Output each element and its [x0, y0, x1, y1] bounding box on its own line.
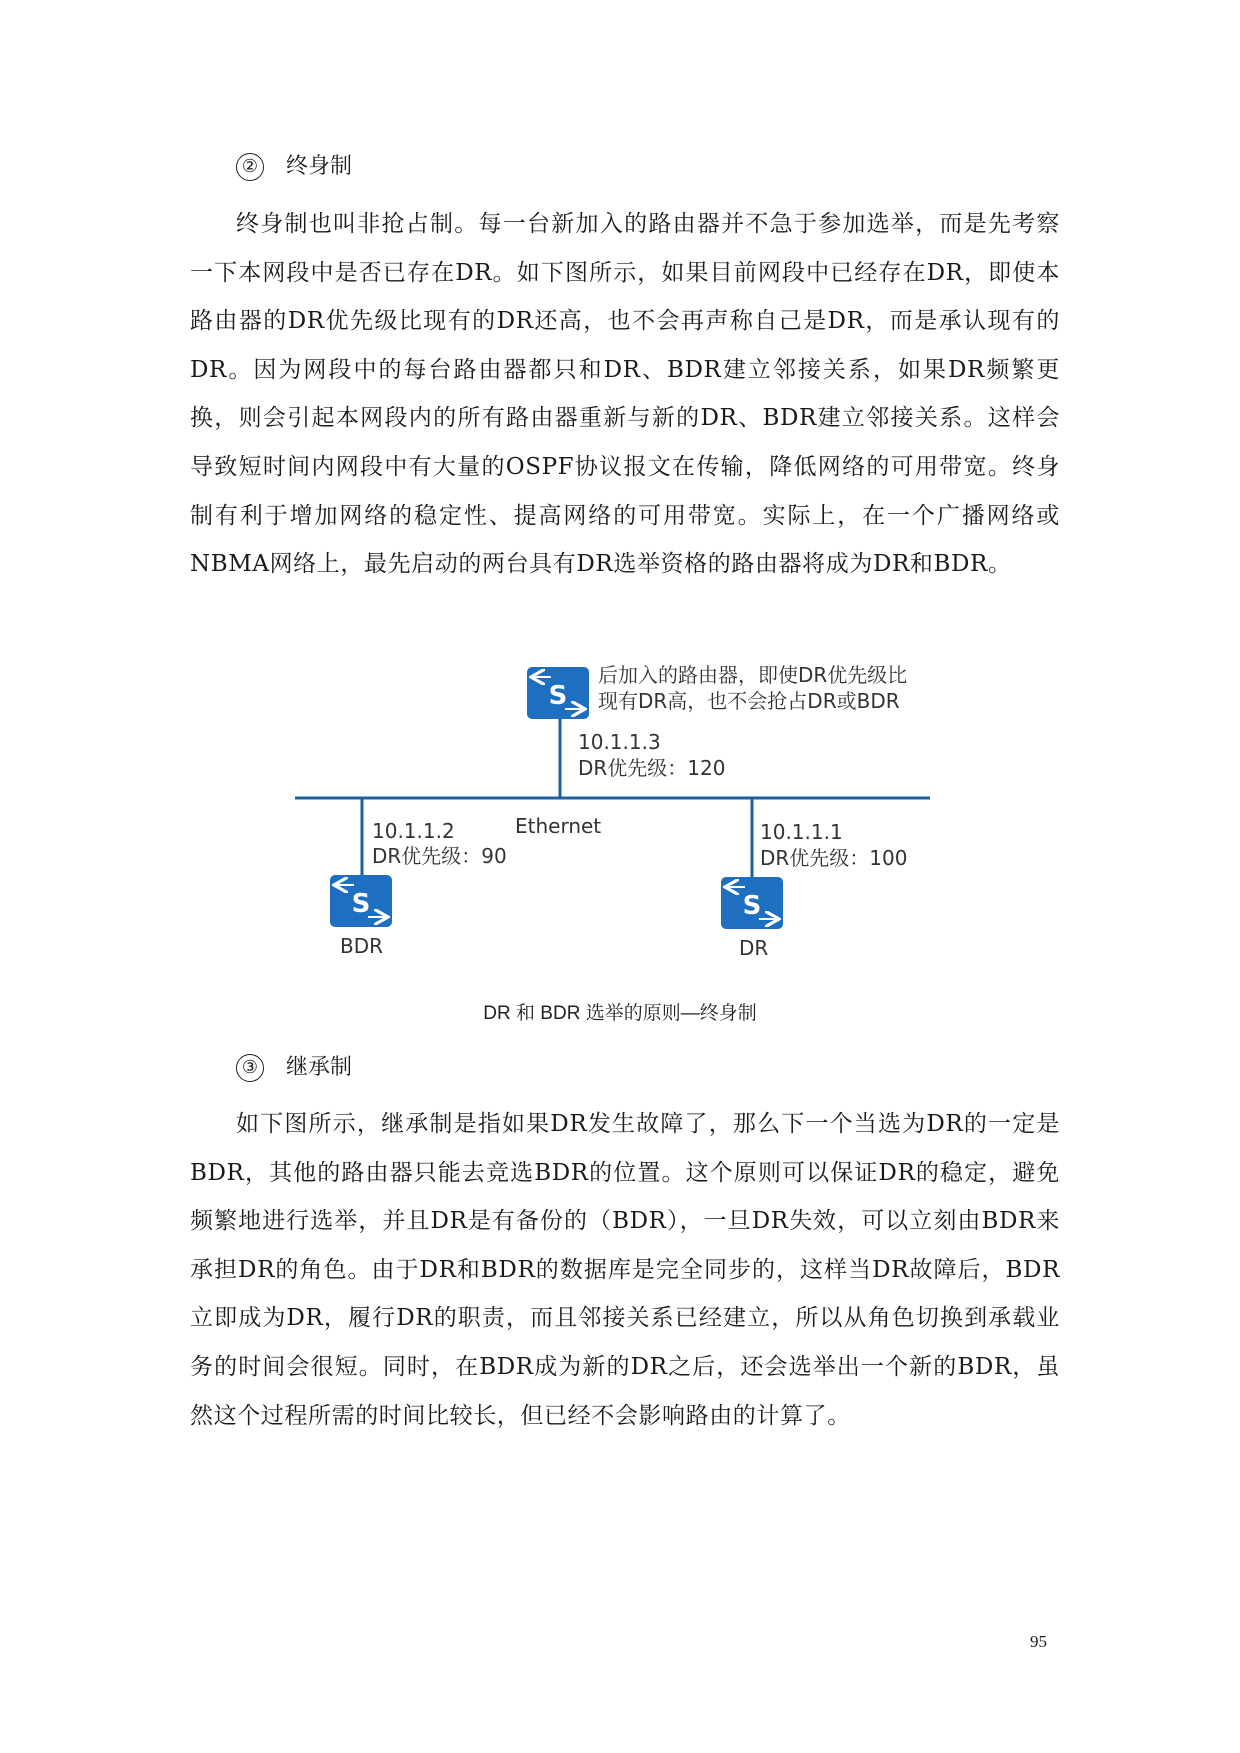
new-router-ip: 10.1.1.3	[578, 730, 661, 754]
dr-switch-icon	[721, 877, 783, 929]
dr-router-ip: 10.1.1.1	[760, 820, 843, 844]
new-router-priority: DR优先级：120	[578, 756, 726, 780]
section-2-paragraph: 终身制也叫非抢占制。每一台新加入的路由器并不急于参加选举，而是先考察一下本网段中是否已存在DR。如下图所示，如果目前网段中已经存在DR，即使本路由器的DR优先级比现有的DR还高，也不会再声称自己是DR，而是承认现有的DR。因为网段中的每台路由器都只和DR、BDR建立邻接关系，如果DR频繁更换，则会引起本网段内的所有路由器重新与新的DR、BDR建立邻接关系。这样会导致短时间内网段中有大量的OSPF协议报文在传输，降低网络的可用带宽。终身制有利于增加网络的稳定性、提高网络的可用带宽。实际上，在一个广播网络或NBMA网络上，最先启动的两台具有DR选举资格的路由器将成为DR和BDR。	[190, 211, 1060, 578]
new-router-switch-icon	[527, 667, 589, 719]
bdr-switch-icon	[330, 875, 392, 927]
section-2-title: 终身制	[286, 154, 353, 179]
figure-caption: DR 和 BDR 选举的原则—终身制	[483, 1003, 757, 1024]
section-3-heading	[236, 1053, 352, 1083]
dr-router-priority: DR优先级：100	[760, 846, 908, 870]
svg-text:S: S	[548, 681, 568, 711]
section-3-title: 继承制	[286, 1055, 353, 1080]
section-2-heading	[236, 152, 352, 182]
svg-text:S: S	[742, 891, 762, 921]
diagram-note-line-2: 现有DR高，也不会抢占DR或BDR	[598, 689, 900, 713]
section-3-number: ③	[236, 1054, 264, 1082]
diagram-note-line-1: 后加入的路由器，即使DR优先级比	[598, 663, 908, 687]
section-3-paragraph: 如下图所示，继承制是指如果DR发生故障了，那么下一个当选为DR的一定是BDR，其他的路由器只能去竞选BDR的位置。这个原则可以保证DR的稳定，避免频繁地进行选举，并且DR是有备份的（BDR），一旦DR失效，可以立刻由BDR来承担DR的角色。由于DR和BDR的数据库是完全同步的，这样当DR故障后，BDR立即成为DR，履行DR的职责，而且邻接关系已经建立，所以从角色切换到承载业务的时间会很短。同时，在BDR成为新的DR之后，还会选举出一个新的BDR，虽然这个过程所需的时间比较长，但已经不会影响路由的计算了。	[190, 1111, 1060, 1429]
svg-text:S: S	[351, 889, 371, 919]
page-number: 95	[1030, 1632, 1047, 1651]
section-2-number: ②	[236, 153, 264, 181]
bdr-role-label: BDR	[340, 934, 384, 958]
bdr-router-ip: 10.1.1.2	[372, 819, 455, 843]
bdr-router-priority: DR优先级：90	[372, 844, 507, 868]
dr-role-label: DR	[739, 936, 769, 960]
ethernet-label: Ethernet	[515, 814, 602, 838]
dr-bdr-election-diagram	[290, 655, 950, 985]
